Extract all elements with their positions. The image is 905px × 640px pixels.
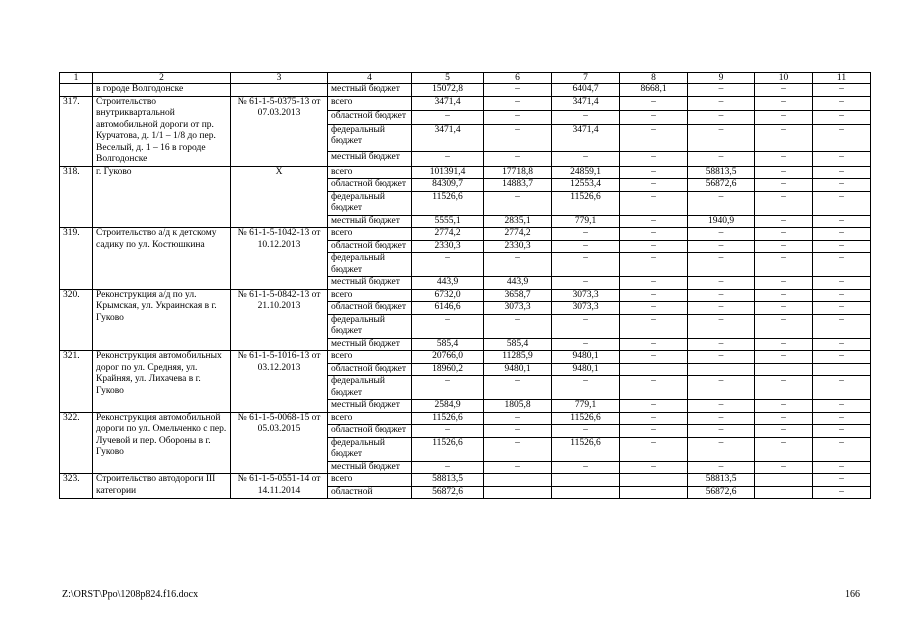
header-cell: 6	[484, 73, 552, 84]
object-name-cell: в городе Волгодонске	[93, 84, 231, 97]
value-cell: –	[412, 110, 484, 124]
value-cell: –	[552, 376, 620, 400]
value-cell: 1940,9	[688, 215, 755, 228]
value-cell: –	[688, 240, 755, 253]
value-cell: –	[755, 461, 813, 474]
table-row	[60, 84, 871, 97]
value-cell: –	[484, 191, 552, 215]
value-cell: 11526,6	[412, 191, 484, 215]
value-cell: –	[484, 96, 552, 110]
budget-type-cell: федеральный бюджет	[328, 124, 412, 151]
value-cell	[620, 486, 688, 499]
value-cell: 3658,7	[484, 289, 552, 302]
budget-type-cell: федеральный бюджет	[328, 437, 412, 461]
value-cell: –	[813, 314, 871, 338]
value-cell: 11526,6	[412, 437, 484, 461]
value-cell: 2330,3	[484, 240, 552, 253]
table-row	[60, 166, 871, 179]
value-cell: –	[813, 179, 871, 192]
value-cell: –	[552, 228, 620, 241]
value-cell: –	[552, 338, 620, 351]
budget-type-cell: всего	[328, 289, 412, 302]
value-cell: –	[813, 302, 871, 315]
value-cell: –	[813, 191, 871, 215]
value-cell: 2330,3	[412, 240, 484, 253]
value-cell: –	[484, 425, 552, 438]
value-cell: –	[484, 437, 552, 461]
value-cell: 9480,1	[552, 351, 620, 364]
value-cell: –	[813, 425, 871, 438]
value-cell: 8668,1	[620, 84, 688, 97]
value-cell: –	[552, 277, 620, 290]
value-cell: –	[688, 461, 755, 474]
value-cell: –	[688, 124, 755, 151]
doc-code-cell: № 61-1-5-1042-13 от 10.12.2013	[231, 228, 328, 290]
value-cell: 1805,8	[484, 400, 552, 413]
value-cell: 6732,0	[412, 289, 484, 302]
value-cell: 3073,3	[552, 302, 620, 315]
budget-type-cell: всего	[328, 412, 412, 425]
table-row	[60, 351, 871, 364]
value-cell: 585,4	[484, 338, 552, 351]
value-cell: 58813,5	[412, 474, 484, 487]
value-cell	[552, 474, 620, 487]
budget-type-cell: областной бюджет	[328, 110, 412, 124]
budget-type-cell: федеральный бюджет	[328, 314, 412, 338]
value-cell: –	[688, 302, 755, 315]
value-cell: –	[552, 152, 620, 166]
value-cell: –	[755, 338, 813, 351]
budget-type-cell: федеральный бюджет	[328, 253, 412, 277]
header-cell: 4	[328, 73, 412, 84]
value-cell: –	[620, 277, 688, 290]
value-cell: –	[688, 289, 755, 302]
budget-type-cell: областной бюджет	[328, 240, 412, 253]
budget-type-cell: всего	[328, 166, 412, 179]
value-cell: 3073,3	[552, 289, 620, 302]
value-cell: –	[620, 228, 688, 241]
header-cell: 7	[552, 73, 620, 84]
row-number-cell: 323.	[60, 474, 93, 499]
doc-code-cell: № 61-1-5-1016-13 от 03.12.2013	[231, 351, 328, 413]
value-cell	[484, 474, 552, 487]
value-cell	[620, 363, 688, 376]
value-cell: –	[688, 412, 755, 425]
value-cell: –	[755, 277, 813, 290]
value-cell: –	[620, 253, 688, 277]
value-cell: 3073,3	[484, 302, 552, 315]
budget-type-cell: местный бюджет	[328, 152, 412, 166]
value-cell: –	[620, 425, 688, 438]
value-cell: –	[688, 96, 755, 110]
value-cell: 2774,2	[412, 228, 484, 241]
budget-table	[59, 72, 871, 499]
value-cell: –	[688, 351, 755, 364]
header-cell: 10	[755, 73, 813, 84]
value-cell: –	[552, 240, 620, 253]
header-row	[60, 73, 871, 84]
value-cell: 3471,4	[412, 96, 484, 110]
value-cell: 5555,1	[412, 215, 484, 228]
value-cell	[620, 474, 688, 487]
budget-type-cell: областной бюджет	[328, 302, 412, 315]
value-cell: –	[484, 461, 552, 474]
value-cell: 58813,5	[688, 474, 755, 487]
value-cell: –	[620, 124, 688, 151]
value-cell: –	[813, 461, 871, 474]
value-cell: –	[620, 338, 688, 351]
value-cell: –	[813, 277, 871, 290]
value-cell: –	[620, 351, 688, 364]
value-cell: –	[484, 84, 552, 97]
budget-type-cell: федеральный бюджет	[328, 191, 412, 215]
table-row	[60, 412, 871, 425]
value-cell: –	[620, 215, 688, 228]
value-cell: –	[688, 338, 755, 351]
value-cell: 101391,4	[412, 166, 484, 179]
value-cell: –	[620, 437, 688, 461]
value-cell: –	[755, 437, 813, 461]
value-cell: –	[412, 376, 484, 400]
budget-type-cell: местный бюджет	[328, 461, 412, 474]
value-cell: –	[620, 110, 688, 124]
budget-type-cell: всего	[328, 228, 412, 241]
value-cell: 84309,7	[412, 179, 484, 192]
value-cell: –	[755, 425, 813, 438]
value-cell: –	[412, 314, 484, 338]
value-cell: –	[484, 152, 552, 166]
header-cell: 3	[231, 73, 328, 84]
value-cell: –	[755, 96, 813, 110]
value-cell: –	[813, 240, 871, 253]
value-cell: –	[813, 412, 871, 425]
value-cell: –	[688, 253, 755, 277]
object-name-cell: Реконструкция а/д по ул. Крымская, ул. Украинская в г. Гуково	[93, 289, 231, 351]
value-cell: 2835,1	[484, 215, 552, 228]
header-cell: 2	[93, 73, 231, 84]
value-cell: –	[620, 96, 688, 110]
value-cell: –	[755, 412, 813, 425]
value-cell: –	[755, 253, 813, 277]
header-cell: 9	[688, 73, 755, 84]
value-cell: 17718,8	[484, 166, 552, 179]
value-cell: 3471,4	[552, 96, 620, 110]
value-cell: 443,9	[412, 277, 484, 290]
value-cell: –	[755, 166, 813, 179]
value-cell: –	[412, 425, 484, 438]
value-cell: –	[688, 152, 755, 166]
value-cell: 779,1	[552, 400, 620, 413]
value-cell	[813, 363, 871, 376]
doc-code-cell: Х	[231, 166, 328, 228]
value-cell: –	[620, 302, 688, 315]
table-row	[60, 474, 871, 487]
value-cell	[484, 486, 552, 499]
value-cell: –	[620, 191, 688, 215]
value-cell: –	[755, 152, 813, 166]
value-cell: –	[813, 376, 871, 400]
value-cell: 56872,6	[688, 486, 755, 499]
doc-code-cell: № 61-1-5-0375-13 от 07.03.2013	[231, 96, 328, 166]
value-cell: –	[813, 110, 871, 124]
value-cell: –	[813, 152, 871, 166]
value-cell	[688, 363, 755, 376]
value-cell: –	[813, 166, 871, 179]
value-cell: 11526,6	[412, 412, 484, 425]
value-cell: –	[620, 376, 688, 400]
object-name-cell: Реконструкция автомобильных дорог по ул. Средняя, ул. Крайняя, ул. Лихачева в г. Гуково	[93, 351, 231, 413]
value-cell: –	[688, 314, 755, 338]
value-cell: –	[755, 191, 813, 215]
value-cell: 56872,6	[412, 486, 484, 499]
value-cell	[755, 474, 813, 487]
value-cell: –	[755, 84, 813, 97]
value-cell: 2774,2	[484, 228, 552, 241]
row-number-cell: 321.	[60, 351, 93, 413]
value-cell: –	[688, 228, 755, 241]
doc-code-cell: № 61-1-5-0842-13 от 21.10.2013	[231, 289, 328, 351]
value-cell: –	[484, 376, 552, 400]
doc-code-cell: № 61-1-5-0068-15 от 05.03.2015	[231, 412, 328, 474]
object-name-cell: Реконструкция автомобильной дороги по ул. Омельченко с пер. Лучевой и пер. Обороны в г. Гуково	[93, 412, 231, 474]
header-cell: 5	[412, 73, 484, 84]
value-cell: 2584,9	[412, 400, 484, 413]
budget-type-cell: местный бюджет	[328, 84, 412, 97]
value-cell: –	[552, 314, 620, 338]
value-cell: 443,9	[484, 277, 552, 290]
value-cell: 24859,1	[552, 166, 620, 179]
value-cell: –	[412, 152, 484, 166]
value-cell: –	[484, 412, 552, 425]
value-cell: 6404,7	[552, 84, 620, 97]
value-cell: –	[813, 338, 871, 351]
budget-type-cell: областной бюджет	[328, 179, 412, 192]
value-cell: –	[813, 215, 871, 228]
value-cell: –	[484, 110, 552, 124]
value-cell: –	[620, 179, 688, 192]
value-cell: –	[755, 376, 813, 400]
budget-type-cell: областной	[328, 486, 412, 499]
file-path: Z:\ORST\Ppo\1208p824.f16.docx	[62, 589, 199, 600]
value-cell: –	[620, 152, 688, 166]
value-cell: –	[755, 314, 813, 338]
table-row	[60, 228, 871, 241]
value-cell: 585,4	[412, 338, 484, 351]
value-cell: –	[755, 228, 813, 241]
value-cell: –	[688, 277, 755, 290]
value-cell: –	[813, 486, 871, 499]
object-name-cell: Строительство а/д к детскому садику по ул. Костюшкина	[93, 228, 231, 290]
value-cell: –	[620, 166, 688, 179]
row-number-cell: 318.	[60, 166, 93, 228]
value-cell: –	[620, 289, 688, 302]
value-cell: –	[755, 110, 813, 124]
value-cell: 11526,6	[552, 412, 620, 425]
value-cell: –	[755, 124, 813, 151]
budget-type-cell: местный бюджет	[328, 338, 412, 351]
value-cell: –	[755, 215, 813, 228]
value-cell: 3471,4	[412, 124, 484, 151]
value-cell: 779,1	[552, 215, 620, 228]
value-cell	[755, 363, 813, 376]
value-cell: –	[412, 253, 484, 277]
value-cell: –	[688, 425, 755, 438]
value-cell: –	[620, 314, 688, 338]
value-cell: –	[813, 400, 871, 413]
value-cell: –	[755, 240, 813, 253]
value-cell: –	[755, 351, 813, 364]
value-cell: –	[620, 240, 688, 253]
value-cell: –	[552, 253, 620, 277]
budget-type-cell: всего	[328, 351, 412, 364]
object-name-cell: Строительство внутриквартальной автомобильной дороги от пр. Курчатова, д. 1/1 – 1/8 до пер. Веселый, д. 1 – 16 в городе Волгодонске	[93, 96, 231, 166]
table-row	[60, 289, 871, 302]
value-cell: –	[813, 124, 871, 151]
table-row	[60, 96, 871, 110]
value-cell: –	[688, 191, 755, 215]
budget-type-cell: местный бюджет	[328, 277, 412, 290]
value-cell: 9480,1	[552, 363, 620, 376]
budget-type-cell: местный бюджет	[328, 400, 412, 413]
budget-type-cell: областной бюджет	[328, 425, 412, 438]
value-cell: –	[688, 437, 755, 461]
value-cell: –	[688, 110, 755, 124]
object-name-cell: г. Гуково	[93, 166, 231, 228]
value-cell: 12553,4	[552, 179, 620, 192]
header-cell: 8	[620, 73, 688, 84]
value-cell: –	[688, 84, 755, 97]
value-cell: –	[620, 412, 688, 425]
value-cell: –	[755, 400, 813, 413]
value-cell: –	[620, 461, 688, 474]
value-cell: –	[813, 474, 871, 487]
value-cell: –	[412, 461, 484, 474]
value-cell: –	[813, 253, 871, 277]
row-number-cell: 317.	[60, 96, 93, 166]
value-cell: 6146,6	[412, 302, 484, 315]
budget-type-cell: областной бюджет	[328, 363, 412, 376]
header-cell: 11	[813, 73, 871, 84]
value-cell: 18960,2	[412, 363, 484, 376]
value-cell: 15072,8	[412, 84, 484, 97]
value-cell: –	[813, 84, 871, 97]
header-cell: 1	[60, 73, 93, 84]
value-cell: –	[620, 400, 688, 413]
value-cell: 11285,9	[484, 351, 552, 364]
value-cell: –	[552, 461, 620, 474]
value-cell: 3471,4	[552, 124, 620, 151]
doc-code-cell: № 61-1-5-0551-14 от 14.11.2014	[231, 474, 328, 499]
value-cell: –	[813, 351, 871, 364]
value-cell: –	[552, 110, 620, 124]
value-cell: –	[484, 124, 552, 151]
value-cell: 14883,7	[484, 179, 552, 192]
value-cell: –	[813, 437, 871, 461]
budget-type-cell: всего	[328, 474, 412, 487]
value-cell: –	[484, 253, 552, 277]
value-cell: –	[755, 179, 813, 192]
doc-code-cell	[231, 84, 328, 97]
value-cell: –	[552, 425, 620, 438]
value-cell: –	[484, 314, 552, 338]
value-cell: 11526,6	[552, 191, 620, 215]
value-cell	[552, 486, 620, 499]
value-cell	[755, 486, 813, 499]
budget-type-cell: всего	[328, 96, 412, 110]
value-cell: 11526,6	[552, 437, 620, 461]
value-cell: –	[813, 289, 871, 302]
budget-type-cell: местный бюджет	[328, 215, 412, 228]
budget-type-cell: федеральный бюджет	[328, 376, 412, 400]
value-cell: 20766,0	[412, 351, 484, 364]
value-cell: 58813,5	[688, 166, 755, 179]
value-cell: –	[755, 302, 813, 315]
object-name-cell: Строительство автодороги III категории	[93, 474, 231, 499]
row-number-cell: 320.	[60, 289, 93, 351]
row-number-cell	[60, 84, 93, 97]
value-cell: –	[688, 376, 755, 400]
value-cell: –	[813, 228, 871, 241]
value-cell: 9480,1	[484, 363, 552, 376]
row-number-cell: 322.	[60, 412, 93, 474]
value-cell: –	[755, 289, 813, 302]
row-number-cell: 319.	[60, 228, 93, 290]
value-cell: 56872,6	[688, 179, 755, 192]
value-cell: –	[813, 96, 871, 110]
value-cell: –	[688, 400, 755, 413]
page-number: 166	[845, 589, 860, 600]
